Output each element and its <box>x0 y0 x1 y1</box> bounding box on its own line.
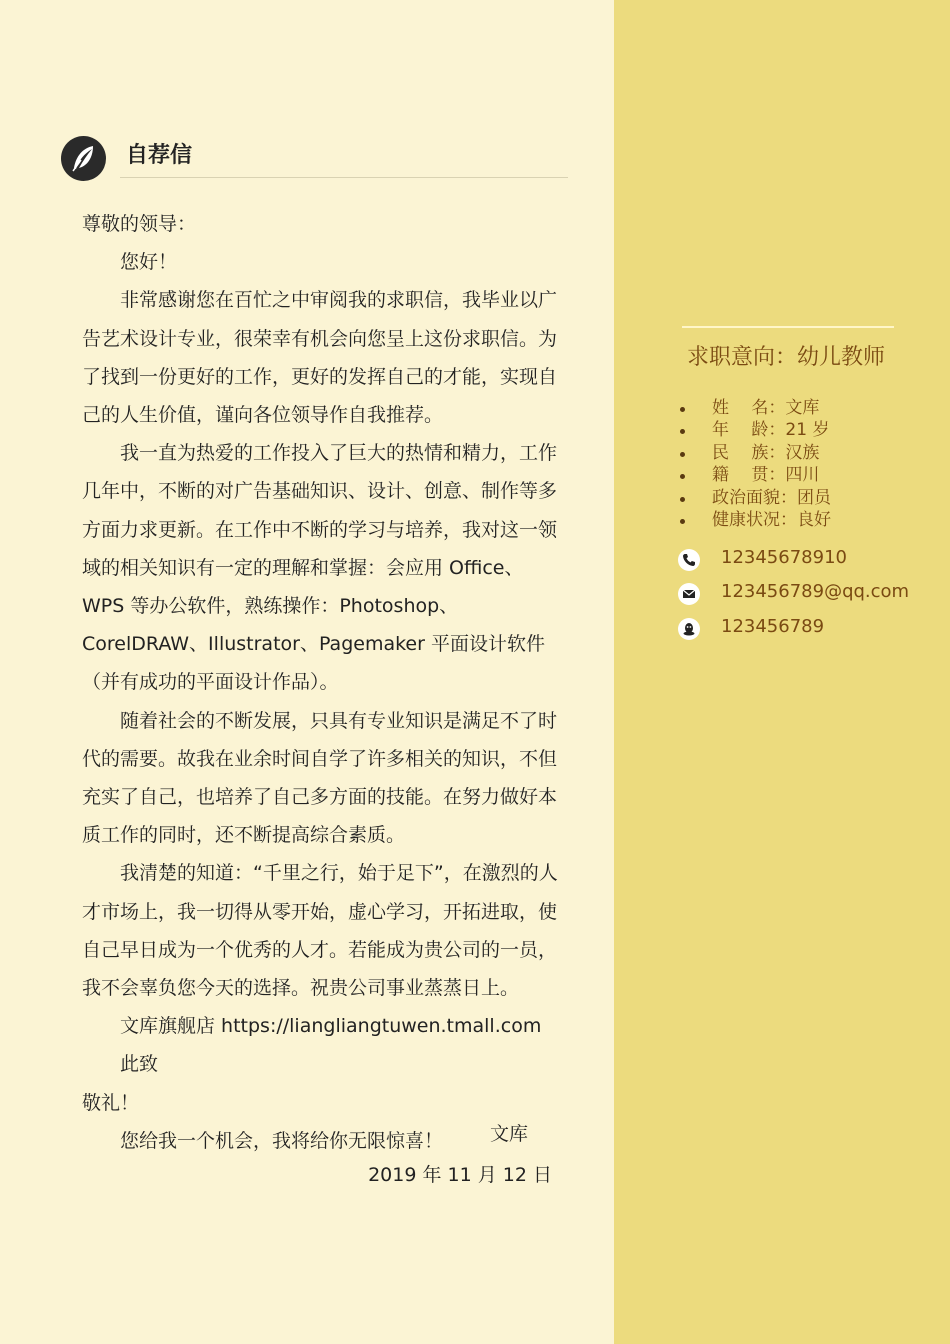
letter-paragraph: 我一直为热爱的工作投入了巨大的热情和精力，工作几年中，不断的对广告基础知识、设计、创意、制作等多方面力求更新。在工作中不断的学习与培养，我对这一领域的相关知识有一定的理解和掌握：会应用 Office、WPS 等办公软件，熟练操作：Photoshop、CorelDRAW、Illustrator、Pagemaker 平面设计软件（并有成功的平面设计作品）。 <box>82 442 558 694</box>
email-address: 123456789@qq.com <box>721 581 910 602</box>
info-politics: 政治面貌：团员 <box>680 487 831 509</box>
letter-paragraph: 我清楚的知道：“千里之行，始于足下”，在激烈的人才市场上，我一切得从零开始，虚心学习，开拓进取，使自己早日成为一个优秀的人才。若能成为贵公司的一员，我不会辜负您今天的选择。祝贵公司事业蒸蒸日上。 <box>82 862 558 1000</box>
profile-panel <box>614 0 950 1344</box>
store-link-line: 文库旗舰店 https://liangliangtuwen.tmall.com <box>120 1015 542 1038</box>
letter-body <box>82 205 562 1190</box>
phone-number: 12345678910 <box>721 547 847 568</box>
closing-jingli: 敬礼！ <box>82 1091 140 1114</box>
closing-cizhi: 此致 <box>120 1053 159 1076</box>
info-ethnicity: 民 族：汉族 <box>680 442 831 464</box>
job-intent: 求职意向：幼儿教师 <box>687 345 886 370</box>
signature: 文库 <box>490 1122 529 1145</box>
info-hometown: 籍 贯：四川 <box>680 464 831 486</box>
letter-date: 2019 年 11 月 12 日 <box>368 1164 552 1187</box>
final-line-row <box>82 1122 562 1160</box>
info-name: 姓 名：文库 <box>680 397 831 419</box>
phone-icon <box>678 549 700 571</box>
mail-icon <box>678 583 700 605</box>
personal-info-list <box>680 397 831 531</box>
qq-icon <box>678 618 700 640</box>
heading-divider <box>120 177 568 178</box>
letter-paragraph: 随着社会的不断发展，只具有专业知识是满足不了时代的需要。故我在业余时间自学了许多相关的知识，不但充实了自己，也培养了自己多方面的技能。在努力做好本质工作的同时，还不断提高综合素质。 <box>82 709 558 847</box>
info-health: 健康状况：良好 <box>680 509 831 531</box>
section-title: 自荐信 <box>126 143 193 168</box>
letter-paragraph: 非常感谢您在百忙之中审阅我的求职信，我毕业以广告艺术设计专业，很荣幸有机会向您呈上这份求职信。为了找到一份更好的工作，更好的发挥自己的才能，实现自己的人生价值，谨向各位领导作自我推荐。 <box>82 289 558 427</box>
final-line: 您给我一个机会，我将给你无限惊喜！ <box>120 1129 444 1152</box>
profile-divider <box>682 326 894 328</box>
salutation: 尊敬的领导： <box>82 213 197 235</box>
qq-number: 123456789 <box>721 616 825 637</box>
feather-icon <box>61 136 106 181</box>
info-age: 年 龄：21 岁 <box>680 419 831 441</box>
greeting: 您好！ <box>120 251 178 274</box>
